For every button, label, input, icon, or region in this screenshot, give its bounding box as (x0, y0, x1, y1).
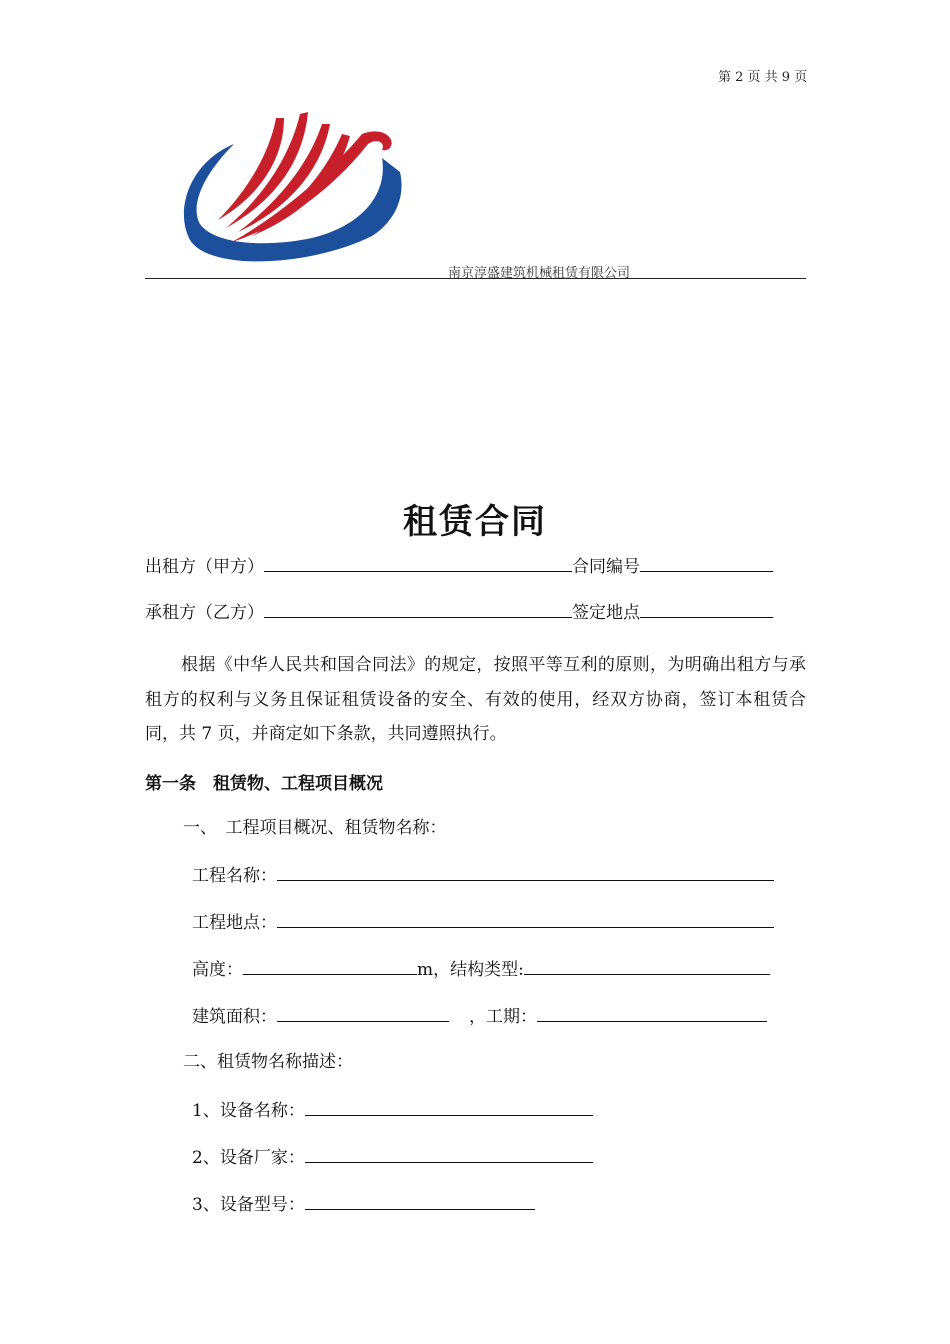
contract-no-label: 合同编号 (572, 557, 640, 577)
area-field[interactable] (277, 1003, 449, 1022)
model-field[interactable] (305, 1191, 535, 1210)
equipment-name-label: 1、设备名称： (192, 1101, 305, 1121)
equipment-name-row (192, 1097, 593, 1123)
header-divider (145, 278, 806, 279)
height-unit: m， (417, 960, 451, 980)
period-field[interactable] (537, 1003, 767, 1022)
project-location-row (192, 909, 774, 935)
model-row (192, 1191, 535, 1217)
company-name: 南京淳盛建筑机械租赁有限公司 (448, 266, 631, 281)
project-name-row (192, 862, 774, 888)
intro-text: 根据《中华人民共和国合同法》的规定，按照平等互利的原则，为明确出租方与承租方的权利与义务且保证租赁设备的安全、有效的使用，经双方协商，签订本租赁合同，共 7 页，并商定如下条款，共同遵照执行。 (145, 655, 806, 744)
height-label: 高度： (192, 960, 243, 980)
lessor-label: 出租方（甲方） (145, 557, 264, 577)
project-location-field[interactable] (277, 909, 774, 928)
period-label: ，工期： (469, 1007, 537, 1027)
manufacturer-field[interactable] (305, 1144, 593, 1163)
lessor-row (145, 553, 773, 579)
section-2-heading: 二、租赁物名称描述： (183, 1052, 353, 1072)
lessor-field[interactable] (264, 553, 572, 572)
manufacturer-label: 2、设备厂家： (192, 1148, 305, 1168)
sign-place-field[interactable] (640, 599, 773, 618)
structure-label: 结构类型: (450, 960, 524, 980)
contract-no-field[interactable] (640, 553, 773, 572)
manufacturer-row (192, 1144, 593, 1170)
section-1-heading: 一、 工程项目概况、租赁物名称： (183, 818, 447, 838)
article-1-heading: 第一条 租赁物、工程项目概况 (145, 774, 383, 794)
area-period-row (192, 1003, 767, 1029)
model-label: 3、设备型号： (192, 1195, 305, 1215)
lessee-row (145, 599, 773, 625)
project-location-label: 工程地点： (192, 913, 277, 933)
equipment-name-field[interactable] (305, 1097, 593, 1116)
project-name-field[interactable] (277, 862, 774, 881)
height-structure-row (192, 956, 770, 982)
project-name-label: 工程名称： (192, 866, 277, 886)
company-logo (172, 100, 422, 264)
lessee-label: 承租方（乙方） (145, 603, 264, 623)
area-label: 建筑面积： (192, 1007, 277, 1027)
height-field[interactable] (243, 956, 417, 975)
structure-field[interactable] (524, 956, 770, 975)
document-title: 租赁合同 (403, 502, 547, 542)
page-number: 第 2 页 共 9 页 (718, 70, 808, 85)
lessee-field[interactable] (264, 599, 572, 618)
intro-paragraph (145, 648, 806, 752)
sign-place-label: 签定地点 (572, 603, 640, 623)
